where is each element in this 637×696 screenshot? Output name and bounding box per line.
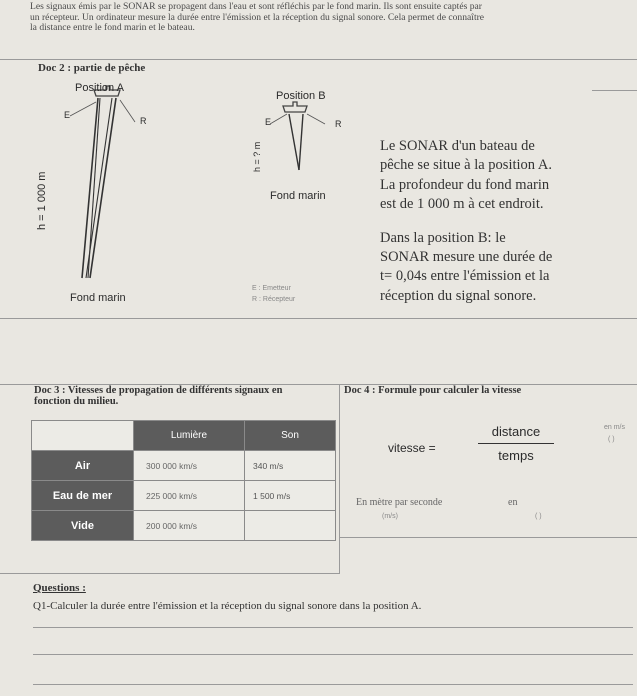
emitter-label-b: E (265, 117, 272, 127)
intro-line: un récepteur. Un ordinateur mesure la durée entre l'émission et la réception du signal sonore. Cela permet de connaître (30, 11, 485, 23)
paragraph-line: t= 0,04s entre l'émission et la (380, 268, 550, 285)
units-right: ( ) (535, 513, 542, 520)
units-en: en (508, 497, 518, 508)
doc2-inner-rule (592, 90, 637, 91)
table-row (32, 511, 336, 541)
paragraph-line: La profondeur du fond marin (380, 176, 550, 193)
doc3-bottom-rule (0, 573, 340, 574)
position-a-diagram (40, 78, 170, 328)
fraction-bar (478, 443, 554, 444)
vacuum-sound-speed (245, 511, 336, 541)
paragraph-line: Dans la position B: le (380, 229, 506, 246)
position-b-diagram (255, 100, 365, 220)
emitter-label-a: E (64, 110, 71, 120)
header-light: Lumière (134, 421, 245, 451)
formula-side-unit: ( ) (608, 436, 615, 443)
table-corner (32, 421, 134, 451)
formula-lhs: vitesse = (388, 441, 436, 455)
reflected-signal-line (299, 114, 303, 170)
questions-title: Questions : (33, 582, 86, 594)
sea-water-light-speed: 225 000 km/s (134, 481, 245, 511)
question-1: Q1-Calculer la durée entre l'émission et la réception du signal sonore dans la position A. (33, 600, 422, 612)
fond-marin-label-b: Fond marin (270, 190, 326, 202)
air-sound-speed: 340 m/s (245, 451, 336, 481)
doc4-title: Doc 4 : Formule pour calculer la vitesse (344, 385, 522, 396)
intro-line: Les signaux émis par le SONAR se propagent dans l'eau et sont réfléchis par le fond marin. Ils sont ensuite captés par (30, 1, 482, 12)
medium-sea-water: Eau de mer (32, 481, 134, 511)
vacuum-light-speed: 200 000 km/s (134, 511, 245, 541)
table-row (32, 481, 336, 511)
paragraph-line: réception du signal sonore. (380, 287, 537, 304)
medium-vacuum: Vide (32, 511, 134, 541)
intro-text (30, 2, 630, 34)
intro-line: la distance entre le fond marin et le bateau. (30, 22, 195, 33)
depth-label-a: h = 1 000 m (36, 171, 48, 230)
legend-emitter: E : Emetteur (252, 285, 291, 292)
header-sound: Son (245, 421, 336, 451)
units-line: En mètre par seconde (356, 497, 443, 508)
formula-numerator: distance (491, 424, 541, 439)
doc2-paragraph (380, 137, 552, 306)
emitted-signal-line (289, 114, 299, 170)
doc3-title (34, 385, 282, 407)
receiver-label-a: R (140, 116, 147, 126)
fond-marin-label-a: Fond marin (70, 292, 126, 304)
paragraph-line: Le SONAR d'un bateau de (380, 138, 535, 154)
formula-denominator: temps (498, 448, 534, 463)
paragraph-spacer (380, 215, 552, 229)
doc2-title: Doc 2 : partie de pêche (38, 62, 146, 74)
position-b-label: Position B (276, 90, 326, 102)
legend-receiver: R : Récepteur (252, 296, 296, 303)
doc2-top-rule (0, 59, 637, 60)
answer-line[interactable] (33, 654, 633, 655)
position-a-label: Position A (75, 82, 124, 94)
doc3-title-line: fonction du milieu. (34, 396, 119, 407)
answer-line[interactable] (33, 627, 633, 628)
doc3-title-line: Doc 3 : Vitesses de propagation de différents signaux en (34, 385, 283, 396)
table-row (32, 451, 336, 481)
paragraph-line: est de 1 000 m à cet endroit. (380, 196, 544, 213)
units-left: (m/s) (382, 513, 398, 520)
air-light-speed: 300 000 km/s (134, 451, 245, 481)
formula-side-note: en m/s (604, 424, 626, 431)
answer-line[interactable] (33, 684, 633, 685)
doc3-doc4-divider (339, 384, 340, 574)
receiver-label-b: R (335, 119, 342, 129)
boat-icon (283, 102, 307, 112)
depth-label-b: h = ? m (252, 141, 262, 172)
table-header-row (32, 421, 336, 451)
doc4-bottom-rule (339, 537, 637, 538)
velocity-table (31, 420, 336, 541)
paragraph-line: SONAR mesure une durée de (380, 249, 553, 266)
medium-air: Air (32, 451, 134, 481)
paragraph-line: pêche se situe à la position A. (380, 157, 552, 174)
sea-water-sound-speed: 1 500 m/s (245, 481, 336, 511)
